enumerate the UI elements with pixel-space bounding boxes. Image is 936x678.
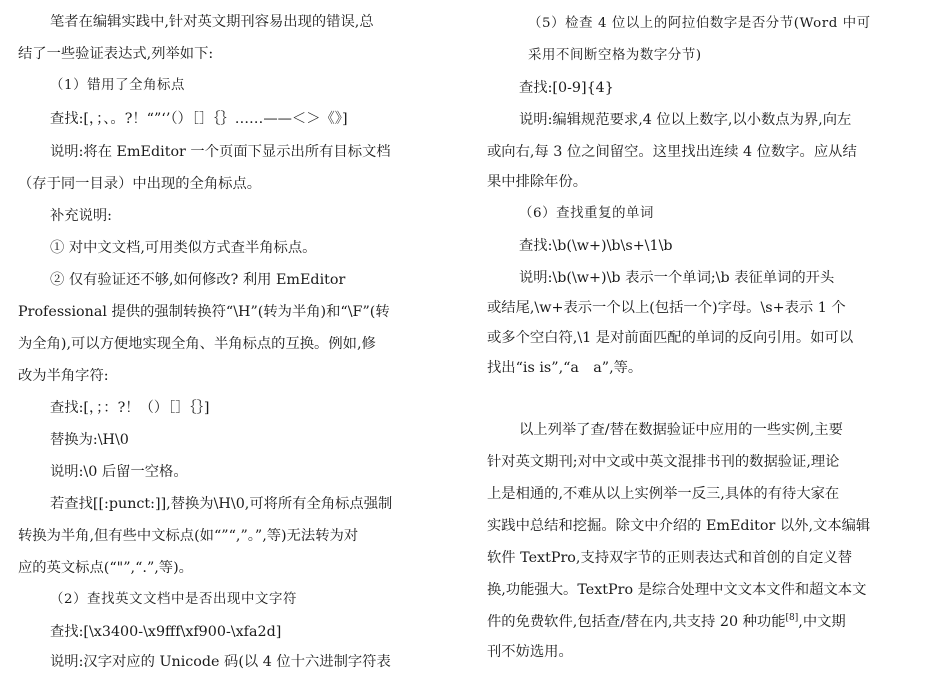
paragraph-line: 结了一些验证表达式,列举如下: bbox=[18, 46, 214, 62]
paragraph-line: 以上列举了查/替在数据验证中应用的一些实例,主要 bbox=[519, 422, 843, 438]
paragraph-line: 说明:将在 EmEditor 一个页面下显示出所有目标文档 bbox=[50, 144, 391, 160]
paragraph-line: 应的英文标点(“"”,“.”,等)。 bbox=[18, 560, 193, 576]
section-heading: （6）查找重复的单词 bbox=[519, 206, 655, 221]
paragraph-line: 果中排除年份。 bbox=[487, 174, 588, 190]
paragraph-line: Professional 提供的强制转换符“\H”(转为半角)和“\F”(转 bbox=[18, 304, 390, 320]
code-line: 查找:[，；、。?！“”‘’（）［］｛｝……——＜＞《》] bbox=[50, 111, 348, 127]
code-line: 替换为:\H\0 bbox=[50, 432, 129, 448]
paragraph-line bbox=[487, 606, 917, 638]
code-line: 查找:\b(\w+)\b\s+\1\b bbox=[519, 238, 673, 254]
paragraph-line: 换,功能强大。TextPro 是综合处理中文文本文件和超文本文 bbox=[487, 582, 867, 598]
paragraph-line: ② 仅有验证还不够,如何修改? 利用 EmEditor bbox=[50, 272, 346, 288]
paragraph-line: 为全角),可以方便地实现全角、半角标点的互换。例如,修 bbox=[18, 336, 376, 352]
section-heading: （1）错用了全角标点 bbox=[50, 78, 186, 93]
paragraph-line: 刊不妨选用。 bbox=[487, 644, 573, 660]
paragraph-line: ① 对中文文档,可用类似方式查半角标点。 bbox=[50, 240, 317, 256]
paragraph-line: 或多个空白符,\1 是对前面匹配的单词的反向引用。如可以 bbox=[487, 330, 854, 346]
paragraph-text: ,中文期 bbox=[798, 614, 846, 630]
paragraph-line: 改为半角字符: bbox=[18, 368, 109, 384]
paragraph-line: 上是相通的,不难从以上实例举一反三,具体的有待大家在 bbox=[487, 486, 840, 502]
code-line: 查找:[\x3400-\x9fff\xf900-\xfa2d] bbox=[50, 624, 282, 640]
paragraph-line: 说明:汉字对应的 Unicode 码(以 4 位十六进制字符表 bbox=[50, 654, 391, 670]
code-line: 查找:[0-9]{4} bbox=[519, 80, 614, 96]
paragraph-line: 转换为半角,但有些中文标点(如“”“,”。”,等)无法转为对 bbox=[18, 528, 359, 544]
paragraph-line: 软件 TextPro,支持双字节的正则表达式和首创的自定义替 bbox=[487, 550, 853, 566]
paragraph-line: 或向右,每 3 位之间留空。这里找出连续 4 位数字。应从结 bbox=[487, 144, 857, 160]
paragraph-line: 说明:\b(\w+)\b 表示一个单词;\b 表征单词的开头 bbox=[519, 270, 835, 286]
paragraph-line: 找出“is is”,“a a”,等。 bbox=[487, 360, 643, 376]
paragraph-line: 说明:\0 后留一空格。 bbox=[50, 464, 188, 480]
code-line: 查找:[，；：?！（）［］｛｝] bbox=[50, 400, 210, 416]
section-heading: （2）查找英文文档中是否出现中文字符 bbox=[50, 592, 297, 607]
paragraph-line: 若查找[[:punct:]],替换为\H\0,可将所有全角标点强制 bbox=[50, 496, 393, 512]
paragraph-line: （存于同一目录）中出现的全角标点。 bbox=[18, 176, 262, 192]
paragraph-line: 针对英文期刊;对中文或中英文混排书刊的数据验证,理论 bbox=[487, 454, 840, 470]
paragraph-text: 件的免费软件,包括查/替在内,共支持 20 种功能 bbox=[487, 614, 786, 630]
section-heading: 采用不间断空格为数字分节) bbox=[528, 48, 702, 63]
paragraph-line: 笔者在编辑实践中,针对英文期刊容易出现的错误,总 bbox=[50, 14, 374, 30]
citation-mark[interactable]: [8] bbox=[785, 613, 799, 624]
paragraph-line: 补充说明: bbox=[50, 208, 113, 224]
section-heading: （5）检查 4 位以上的阿拉伯数字是否分节(Word 中可 bbox=[528, 16, 871, 31]
paragraph-line: 实践中总结和挖掘。除文中介绍的 EmEditor 以外,文本编辑 bbox=[487, 518, 871, 534]
paragraph-line: 或结尾,\w+表示一个以上(包括一个)字母。\s+表示 1 个 bbox=[487, 300, 846, 316]
paragraph-line: 说明:编辑规范要求,4 位以上数字,以小数点为界,向左 bbox=[519, 112, 852, 128]
